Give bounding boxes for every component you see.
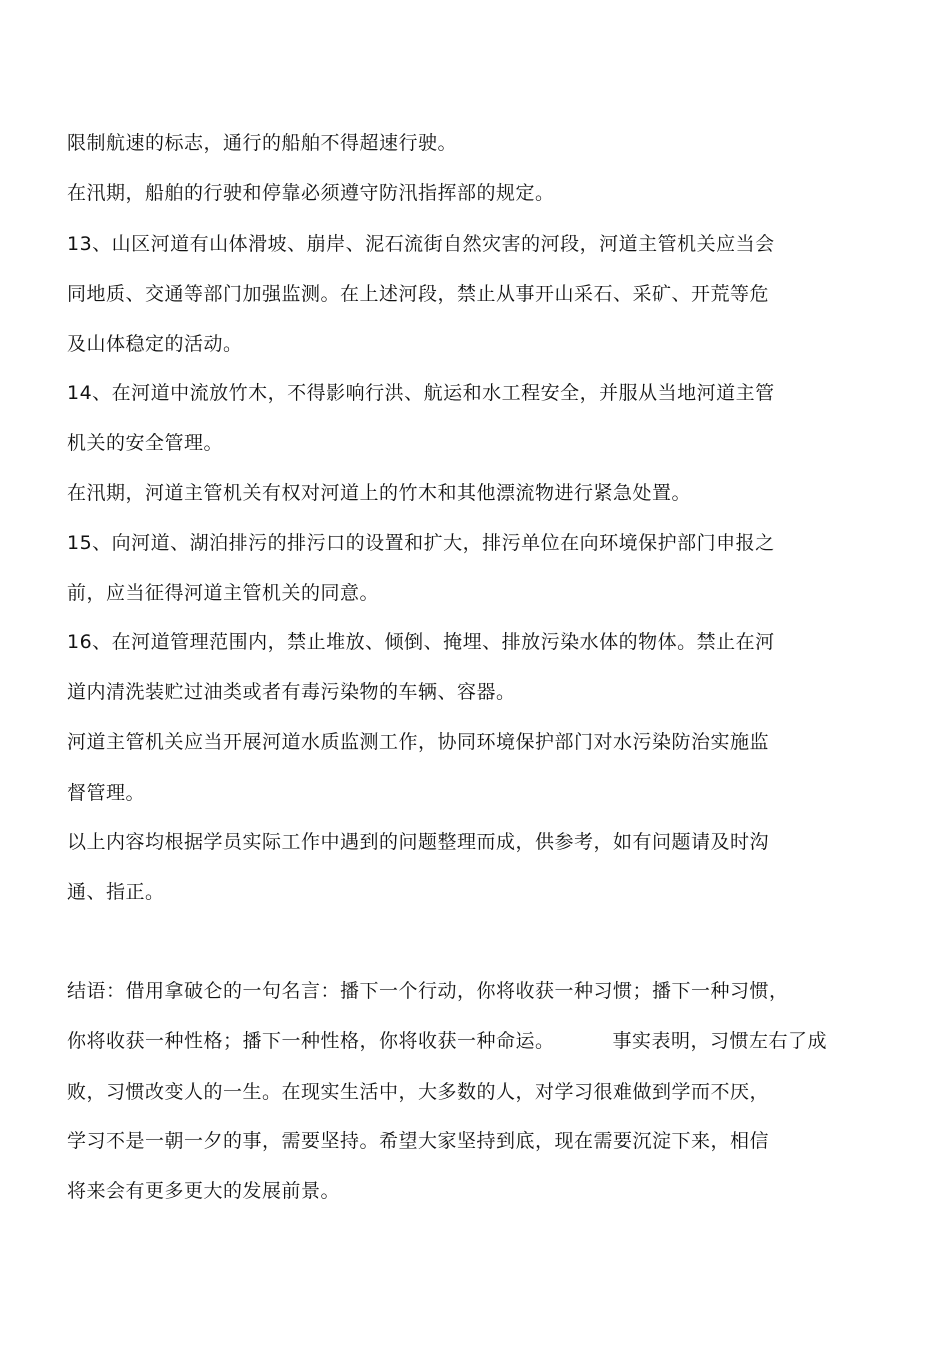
text-line: 前，应当征得河道主管机关的同意。: [67, 582, 380, 604]
text-line: 在汛期，船舶的行驶和停靠必须遵守防汛指挥部的规定。: [67, 182, 555, 204]
conclusion-line: 将来会有更多更大的发展前景。: [67, 1180, 341, 1202]
conclusion-line: 败，习惯改变人的一生。在现实生活中，大多数的人，对学习很难做到学而不厌，: [67, 1081, 770, 1103]
text-line: 16、在河道管理范围内，禁止堆放、倾倒、掩埋、排放污染水体的物体。禁止在河: [67, 631, 775, 653]
text-line: 13、山区河道有山体滑坡、崩岸、泥石流街自然灾害的河段，河道主管机关应当会: [67, 233, 775, 255]
text-line: 以上内容均根据学员实际工作中遇到的问题整理而成，供参考，如有问题请及时沟: [67, 831, 770, 853]
text-line: 15、向河道、湖泊排污的排污口的设置和扩大，排污单位在向环境保护部门申报之: [67, 532, 775, 554]
text-line: 及山体稳定的活动。: [67, 333, 243, 355]
text-line: 在汛期，河道主管机关有权对河道上的竹木和其他漂流物进行紧急处置。: [67, 482, 692, 504]
conclusion-segment: 你将收获一种性格；播下一种性格，你将收获一种命运。: [67, 1030, 555, 1052]
text-line: 14、在河道中流放竹木，不得影响行洪、航运和水工程安全，并服从当地河道主管: [67, 382, 775, 404]
conclusion-line: 结语：借用拿破仑的一句名言：播下一个行动，你将收获一种习惯；播下一种习惯，: [67, 980, 789, 1002]
text-line: 河道主管机关应当开展河道水质监测工作，协同环境保护部门对水污染防治实施监: [67, 731, 770, 753]
text-line: 机关的安全管理。: [67, 432, 224, 454]
conclusion-line: [67, 1029, 827, 1053]
text-line: 通、指正。: [67, 881, 165, 903]
conclusion-segment: 事实表明，习惯左右了成: [612, 1030, 828, 1052]
conclusion-line: 学习不是一朝一夕的事，需要坚持。希望大家坚持到底，现在需要沉淀下来，相信: [67, 1130, 770, 1152]
text-line: 限制航速的标志，通行的船舶不得超速行驶。: [67, 132, 458, 154]
text-line: 同地质、交通等部门加强监测。在上述河段，禁止从事开山采石、采矿、开荒等危: [67, 283, 770, 305]
text-line: 道内清洗装贮过油类或者有毒污染物的车辆、容器。: [67, 681, 516, 703]
text-line: 督管理。: [67, 782, 146, 804]
